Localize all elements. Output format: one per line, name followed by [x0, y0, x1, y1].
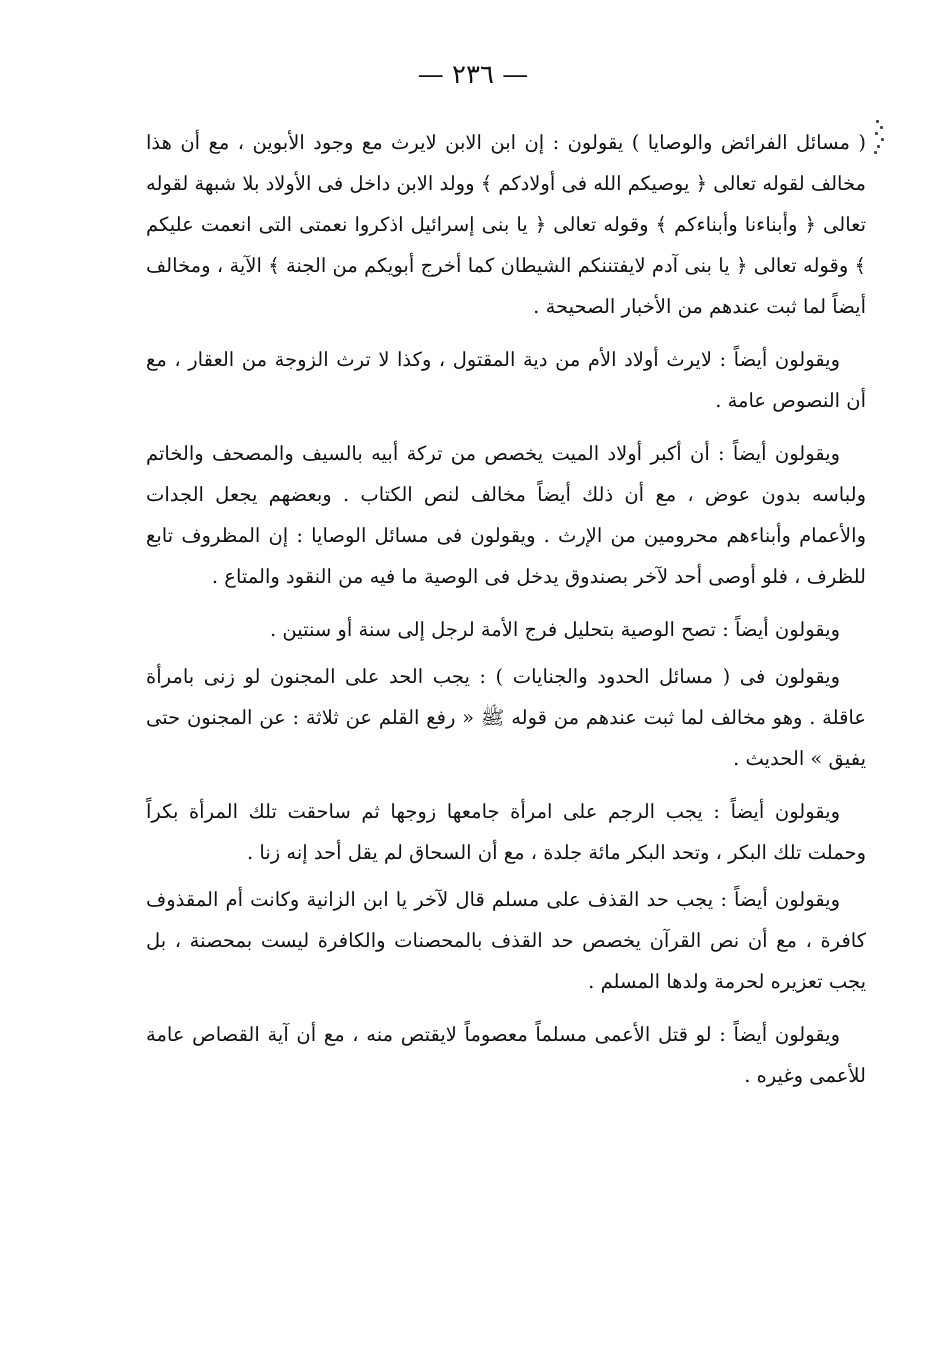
paragraph-inheritance-grandson: ( مسائل الفرائض والوصايا ) يقولون : إن ابن الابن لايرث مع وجود الأبوين ، مع أن هذا مخالف لقوله تعالى ﴿ يوصيكم الله فى أولادكم ﴾ وولد الابن داخل فى الأولاد بلا شبهة لقوله تعالى ﴿ وأبناءنا وأبناءكم ﴾ وقوله تعالى ﴿ يا بنى إسرائيل اذكروا نعمتى التى انعمت عليكم ﴾ وقوله تعالى ﴿ يا بنى آدم لايفتننكم الشيطان كما أخرج أبويكم من الجنة ﴾ الآية ، ومخالف أيضاً لما ثبت عندهم من الأخبار الصحيحة .	[146, 131, 866, 318]
paragraph-hudud: ويقولون فى ( مسائل الحدود والجنايات ) : يجب الحد على المجنون لو زنى بامرأة عاقلة . وهو مخالف لما ثبت عندهم من قوله ﷺ « رفع القلم عن ثلاثة : عن المجنون حتى يفيق » الحديث .	[146, 665, 866, 770]
paragraph-qadhf: ويقولون أيضاً : يجب حد القذف على مسلم قال لآخر يا ابن الزانية وكانت أم المقذوف كافرة ، مع أن نص القرآن يخصص حد القذف بالمحصنات والكافرة ليست بمحصنة ، بل يجب تعزيره لحرمة ولدها المسلم .	[146, 888, 866, 993]
paragraph-will: ويقولون أيضاً : تصح الوصية بتحليل فرج الأمة لرجل إلى سنة أو سنتين .	[269, 618, 840, 641]
margin-ornament-mark	[872, 118, 886, 162]
paragraph-maternal-siblings: ويقولون أيضاً : لايرث أولاد الأم من دية المقتول ، وكذا لا ترث الزوجة من العقار ، مع أن النصوص عامة .	[146, 348, 866, 412]
paragraph-qisas: ويقولون أيضاً : لو قتل الأعمى مسلماً معصوماً لايقتص منه ، مع أن آية القصاص عامة للأعمى وغيره .	[146, 1023, 866, 1087]
paragraph-stoning: ويقولون أيضاً : يجب الرجم على امرأة جامعها زوجها ثم ساحقت تلك المرأة بكراً وحملت تلك البكر ، وتحد البكر مائة جلدة ، مع أن السحاق لم يقل أحد إنه زنا .	[146, 800, 866, 864]
page-number: — ٢٣٦ —	[417, 60, 529, 90]
main-text	[146, 122, 866, 1108]
paragraph-eldest-son: ويقولون أيضاً : أن أكبر أولاد الميت يخصص من تركة أبيه بالسيف والمصحف والخاتم ولباسه بدون عوض ، مع أن ذلك أيضاً مخالف لنص الكتاب . وبعضهم يجعل الجدات والأعمام وأبناءهم محرومين من الإرث . ويقولون فى مسائل الوصايا : إن المظروف تابع للظرف ، فلو أوصى أحد لآخر بصندوق يدخل فى الوصية ما فيه من النقود والمتاع .	[146, 442, 866, 588]
